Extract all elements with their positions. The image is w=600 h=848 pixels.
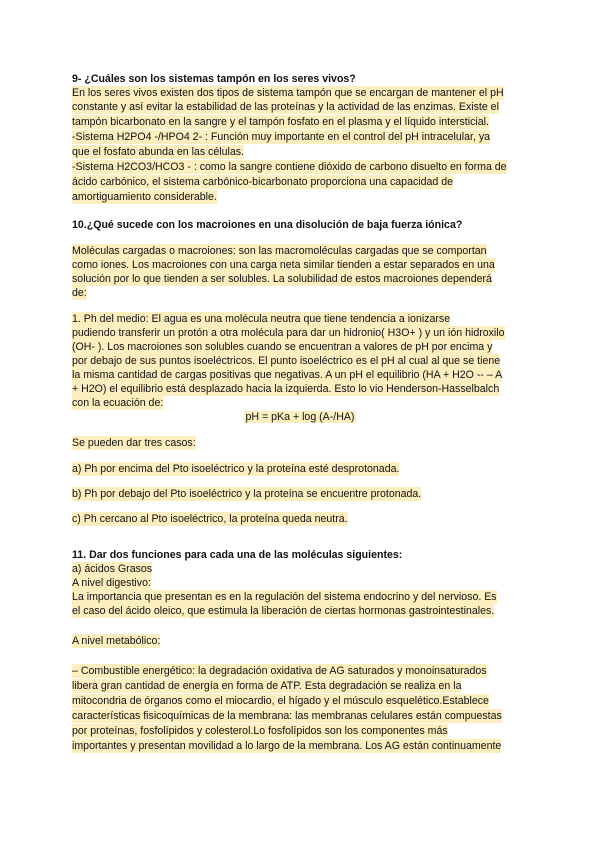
cases-intro: Se pueden dar tres casos:	[72, 437, 196, 449]
metabolic-label: A nivel metabólico:	[72, 635, 161, 647]
metabolic-line: mitocondria de órganos como el miocardio, el hígado y el músculo esquelético.Establece	[72, 695, 489, 707]
metabolic-line: – Combustible energético: la degradación oxidativa de AG saturados y monoinsaturados	[72, 665, 487, 677]
metabolic-line: libera gran cantidad de energía en forma de ATP. Esta degradación se realiza en la	[72, 680, 462, 692]
case-c: c) Ph cercano al Pto isoeléctrico, la proteína queda neutra.	[72, 513, 348, 525]
q10-point1-line: con la ecuación de:	[72, 397, 164, 409]
q10-point1-line: 1. Ph del medio: El agua es una molécula neutra que tiene tendencia a ionizarse	[72, 313, 451, 325]
q9-line: constante y así evitar la estabilidad de las proteínas y la actividad de las enzimas. Existe el	[72, 101, 499, 113]
metabolic-line: por proteínas, fosfolípidos y colesterol.Lo fosfolípidos son los componentes más	[72, 725, 448, 737]
question-11-title: 11. Dar dos funciones para cada una de las moléculas siguientes:	[72, 549, 403, 561]
case-b: b) Ph por debajo del Pto isoeléctrico y la proteína se encuentre protonada.	[72, 488, 422, 500]
q9-line: ácido carbónico, el sistema carbónico-bicarbonato proporciona una capacidad de	[72, 176, 454, 188]
q9-line: -Sistema H2PO4 -/HPO4 2- : Función muy importante en el control del pH intracelular, ya	[72, 131, 491, 143]
q10-point1-line: + H2O) el equilibrio está desplazado hacia la izquierda. Esto lo vio Henderson-Hasselbalch	[72, 383, 500, 395]
q10-intro-line: como iones. Los macroiones con una carga neta similar tienden a estar separados en una	[72, 259, 495, 271]
q9-line: En los seres vivos existen dos tipos de sistema tampón que se encargan de mantener el pH	[72, 87, 504, 99]
q10-point1-line: la misma cantidad de cargas positivas que negativas. A un pH el equilibrio (HA + H2O -- – A	[72, 369, 503, 381]
q10-intro-line: solución por lo que tienden a ser solubles. La solubilidad de estos macroiones dependerá	[72, 273, 492, 285]
question-9-title: 9- ¿Cuáles son los sistemas tampón en los seres vivos?	[72, 73, 356, 85]
q9-line: que el fosfato abunda en las células.	[72, 146, 244, 158]
digestive-line: La importancia que presentan es en la regulación del sistema endocrino y del nervioso. Es	[72, 591, 497, 603]
q10-intro-line: de:	[72, 287, 87, 299]
q11-subitem-a: a) ácidos Grasos	[72, 563, 153, 575]
case-a: a) Ph por encima del Pto isoeléctrico y la proteína esté desprotonada.	[72, 463, 400, 475]
q10-point1-line: pudiendo transferir un protón a otra molécula para dar un hidronio( H3O+ ) y un ión hidroxilo	[72, 327, 505, 339]
q10-point1-line: (OH- ). Los macroiones son solubles cuando se encuentran a valores de pH por encima y	[72, 341, 493, 353]
metabolic-line: características fisicoquímicas de la membrana: las membranas celulares están compuestas	[72, 710, 502, 722]
digestive-label: A nivel digestivo:	[72, 577, 151, 589]
q9-line: -Sistema H2CO3/HCO3 - : como la sangre contiene dióxido de carbono disuelto en forma de	[72, 161, 507, 173]
q9-line: amortiguamiento considerable.	[72, 191, 217, 203]
q10-point1-line: por debajo de sus puntos isoeléctricos. El punto isoeléctrico es el pH al cual al que se tiene	[72, 355, 501, 367]
metabolic-line: importantes y presentan movilidad a lo largo de la membrana. Los AG están continuamente	[72, 740, 502, 752]
digestive-line: el caso del ácido oleico, que estimula la liberación de ciertas hormonas gastrointestinales.	[72, 605, 495, 617]
q9-line: tampón bicarbonato en la sangre y el tampón fosfato en el plasma y el líquido intersticial.	[72, 116, 489, 128]
henderson-hasselbalch-equation: pH = pKa + log (A-/HA)	[245, 411, 355, 423]
question-10-title: 10.¿Qué sucede con los macroiones en una disolución de baja fuerza iónica?	[72, 219, 463, 231]
q10-intro-line: Moléculas cargadas o macroiones: son las macromoléculas cargadas que se comportan	[72, 245, 487, 257]
